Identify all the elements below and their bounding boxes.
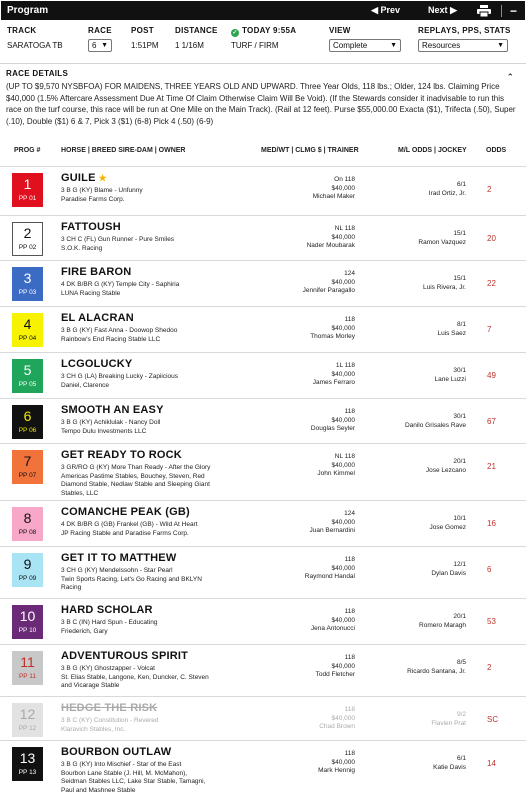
post-position: PP 02 <box>18 244 37 251</box>
post-label: POST <box>131 26 154 35</box>
next-label: Next <box>428 5 448 15</box>
ml-jockey <box>435 367 466 384</box>
jockey: Danilo Grisales Rave <box>404 421 466 429</box>
program-number-value: 2 <box>23 225 32 241</box>
divider <box>0 63 526 64</box>
morning-line-odds: 30/1 <box>453 367 466 374</box>
horse-name-text: GET IT TO MATTHEW <box>61 552 177 564</box>
horse-name-text: HEDGE THE RISK <box>61 702 158 714</box>
jockey: Katie Davis <box>433 763 466 771</box>
horse-name-text: FIRE BARON <box>61 266 132 278</box>
horse-name[interactable] <box>61 404 164 416</box>
horse-info-line1: 3 B G (KY) Ghostzapper - Volcat <box>61 665 155 672</box>
horse-info-line1: 3 CH G (LA) Breaking Lucky - Zapiicious <box>61 373 179 380</box>
med-weight: 124 <box>344 510 355 517</box>
med-weight-trainer <box>305 556 355 582</box>
replays-label: REPLAYS, PPS, STATS <box>418 26 511 35</box>
horse-info-line3: Racing <box>61 584 82 592</box>
med-weight-trainer <box>307 225 355 251</box>
trainer: Raymond Handal <box>304 573 355 581</box>
horse-info-line2: JP Racing Stable and Paradise Farms Corp. <box>61 529 189 537</box>
ml-jockey <box>437 321 466 338</box>
live-odds: 22 <box>487 279 496 288</box>
morning-line-odds: 9/2 <box>456 711 466 718</box>
horse-name[interactable] <box>61 358 132 370</box>
program-number-value: 13 <box>19 750 36 766</box>
next-race-button[interactable] <box>428 5 457 16</box>
jockey: Ramon Vazquez <box>418 238 466 246</box>
ml-jockey <box>430 515 467 532</box>
med-weight: 118 <box>344 408 355 415</box>
horse-info-line1: 4 DK B/BR G (GB) Frankel (GB) - Wild At Heart <box>61 521 198 528</box>
claiming-price: $40,000 <box>331 518 355 526</box>
jockey: Luis Rivera, Jr. <box>423 283 466 291</box>
trainer: Juan Bernardini <box>309 527 355 535</box>
morning-line-odds: 30/1 <box>453 413 466 420</box>
med-weight-trainer <box>313 362 355 388</box>
distance-label: DISTANCE <box>175 26 218 35</box>
program-number-value: 9 <box>23 556 32 572</box>
entry-row[interactable] <box>0 443 526 500</box>
trainer: Douglas Seyler <box>310 425 355 433</box>
program-header-bar <box>1 1 525 20</box>
program-number-value: 5 <box>23 362 32 378</box>
entry-row[interactable] <box>0 260 526 306</box>
entry-row[interactable] <box>0 546 526 598</box>
program-number-value: 4 <box>23 316 32 332</box>
program-number-value: 3 <box>23 270 32 286</box>
ml-jockey <box>426 458 466 475</box>
morning-line-odds: 8/1 <box>456 321 466 328</box>
morning-line-odds: 20/1 <box>453 613 466 620</box>
chevron-right-icon: ▶ <box>450 5 457 15</box>
ml-jockey <box>418 230 466 247</box>
med-weight: 118 <box>344 750 355 757</box>
ml-jockey <box>429 181 466 198</box>
program-number <box>12 359 43 393</box>
horse-details <box>61 187 246 204</box>
live-odds: 2 <box>487 185 492 194</box>
collapse-icon[interactable]: − <box>509 3 517 18</box>
live-odds: 20 <box>487 234 496 243</box>
horse-details <box>61 464 246 498</box>
med-weight: 1L 118 <box>335 362 355 369</box>
claiming-price: $40,000 <box>331 416 355 424</box>
col-prog: PROG # <box>14 147 41 154</box>
trainer: Mark Hennig <box>318 767 355 775</box>
horse-name[interactable] <box>61 312 134 324</box>
horse-name-text: GUILE <box>61 172 96 184</box>
horse-name[interactable] <box>61 604 153 616</box>
claiming-price: $40,000 <box>331 370 355 378</box>
trainer: Todd Fletcher <box>315 671 355 679</box>
horse-info-line3: and Vicarage Stable <box>61 682 120 690</box>
star-icon: ★ <box>98 173 107 183</box>
jockey: Flavien Prat <box>431 719 466 727</box>
horse-name-text: COMANCHE PEAK (GB) <box>61 506 190 518</box>
live-odds: 7 <box>487 325 492 334</box>
prev-race-button[interactable] <box>371 5 400 16</box>
horse-info-line2: Paradise Farms Corp. <box>61 195 125 203</box>
horse-info-line1: 3 GR/RO G (KY) More Than Ready - After the Glory <box>61 464 211 471</box>
post-position: PP 03 <box>18 289 37 296</box>
view-select[interactable] <box>329 39 401 52</box>
collapse-details-icon[interactable]: ⌃ <box>506 72 514 82</box>
distance-value: 1 1/16M <box>175 41 204 50</box>
race-navigation <box>371 5 477 16</box>
jockey: Luis Saez <box>437 329 466 337</box>
med-weight: 118 <box>344 316 355 323</box>
claiming-price: $40,000 <box>331 616 355 624</box>
horse-details <box>61 567 246 593</box>
horse-details <box>61 236 246 253</box>
toolbar-divider <box>501 5 502 17</box>
horse-name[interactable] <box>61 552 176 564</box>
horse-name-text: SMOOTH AN EASY <box>61 404 164 416</box>
entry-row[interactable] <box>0 598 526 644</box>
ml-jockey <box>423 275 466 292</box>
horse-info-line3: Diamond Stable, Nedlaw Stable and Sleeping Giant <box>61 481 210 489</box>
program-number <box>12 405 43 439</box>
jockey: Jose Gomez <box>429 523 466 531</box>
claiming-price: $40,000 <box>331 564 355 572</box>
horse-info-line1: 4 DK B/BR G (KY) Temple City - Saphiria <box>61 281 180 288</box>
entry-row[interactable] <box>0 215 526 260</box>
program-number-value: 1 <box>23 176 32 192</box>
col-med: MED/WT | CLMG $ | TRAINER <box>261 147 359 154</box>
horse-name[interactable] <box>61 449 182 461</box>
claiming-price: $40,000 <box>331 662 355 670</box>
horse-info-line1: 3 CH G (KY) Mendelssohn - Star Pearl <box>61 567 173 574</box>
med-weight: On 118 <box>334 176 355 183</box>
horse-info-line2: Friederich, Gary <box>61 627 108 635</box>
ml-jockey <box>419 613 466 630</box>
view-select-value: Complete <box>333 41 368 50</box>
horse-name[interactable] <box>61 746 171 758</box>
claiming-price: $40,000 <box>331 324 355 332</box>
med-weight: NL 118 <box>334 225 355 232</box>
program-number <box>12 313 43 347</box>
horse-details <box>61 717 246 734</box>
horse-details <box>61 521 246 538</box>
med-weight-trainer <box>317 453 355 479</box>
chevron-down-icon: ▼ <box>390 42 397 49</box>
trainer: Thomas Morley <box>310 333 355 341</box>
program-number <box>12 605 43 639</box>
claiming-price: $40,000 <box>331 184 355 192</box>
ml-jockey <box>431 561 466 578</box>
program-number <box>12 222 43 256</box>
horse-name[interactable] <box>61 506 190 518</box>
trainer: John Kimmel <box>317 470 355 478</box>
live-odds: 67 <box>487 417 496 426</box>
horse-info-line2: Rainbow's End Racing Stable LLC <box>61 335 161 343</box>
program-number <box>12 651 43 685</box>
morning-line-odds: 20/1 <box>453 458 466 465</box>
live-odds: 21 <box>487 462 496 471</box>
entry-row[interactable] <box>0 398 526 443</box>
col-horse: HORSE | BREED SIRE-DAM | OWNER <box>61 147 186 154</box>
post-position: PP 12 <box>18 725 37 732</box>
post-position: PP 05 <box>18 381 37 388</box>
horse-name[interactable] <box>61 172 107 184</box>
med-weight-trainer <box>319 706 355 732</box>
surface-value: TURF / FIRM <box>231 41 279 50</box>
ml-jockey <box>433 755 466 772</box>
claiming-price: $40,000 <box>331 233 355 241</box>
program-number <box>12 703 43 737</box>
morning-line-odds: 12/1 <box>453 561 466 568</box>
track-label: TRACK <box>7 26 37 35</box>
program-number <box>12 747 43 781</box>
program-number-value: 6 <box>23 408 32 424</box>
morning-line-odds: 15/1 <box>453 275 466 282</box>
horse-info-line2: LUNA Racing Stable <box>61 289 121 297</box>
entry-row[interactable] <box>0 352 526 398</box>
post-position: PP 06 <box>18 427 37 434</box>
today-time: TODAY 9:55A <box>242 26 297 35</box>
horse-name-text: HARD SCHOLAR <box>61 604 153 616</box>
resources-select-value: Resources <box>422 41 461 50</box>
horse-name[interactable] <box>61 266 131 278</box>
claiming-price: $40,000 <box>331 758 355 766</box>
program-number <box>12 553 43 587</box>
horse-details <box>61 665 246 691</box>
today-label <box>231 26 296 37</box>
horse-name-text: FATTOUSH <box>61 221 121 233</box>
jockey: Dylan Davis <box>431 569 466 577</box>
trainer: Nader Moubarak <box>306 242 355 250</box>
trainer: Jena Antonucci <box>310 625 355 633</box>
horse-details <box>61 419 246 436</box>
horse-info-line2: St. Elias Stable, Langone, Ken, Duncker, C. Steven <box>61 673 209 681</box>
jockey: Ricardo Santana, Jr. <box>407 667 466 675</box>
check-icon: ✓ <box>232 30 238 36</box>
post-position: PP 09 <box>18 575 37 582</box>
post-position: PP 11 <box>18 673 37 680</box>
morning-line-odds: 6/1 <box>456 181 466 188</box>
med-weight: NL 118 <box>334 453 355 460</box>
horse-name-text: GET READY TO ROCK <box>61 449 182 461</box>
post-position: PP 10 <box>18 627 37 634</box>
race-details-title: RACE DETAILS <box>6 69 69 78</box>
entry-row[interactable] <box>0 696 526 740</box>
horse-info-line1: 3 B C (KY) Constitution - Revered <box>61 717 159 724</box>
entry-row[interactable] <box>0 740 526 798</box>
program-number-value: 7 <box>23 453 32 469</box>
trainer: Jennifer Paragallo <box>302 287 355 295</box>
race-label: RACE <box>88 26 112 35</box>
horse-info-line4: Paul and Mashnee Stable <box>61 786 136 794</box>
prev-label: Prev <box>380 5 401 15</box>
chevron-left-icon: ◀ <box>371 5 378 15</box>
horse-name-text: ADVENTUROUS SPIRIT <box>61 650 189 662</box>
horse-info-line2: Tempo Dulu Investments LLC <box>61 427 147 435</box>
horse-info-line1: 3 CH C (FL) Gun Runner - Pure Smiles <box>61 236 175 243</box>
med-weight-trainer <box>310 316 355 342</box>
horse-details <box>61 619 246 636</box>
horse-info-line1: 3 B G (KY) Fast Anna - Doowop Shedoo <box>61 327 178 334</box>
program-number-value: 10 <box>19 608 36 624</box>
live-odds: SC <box>487 715 499 724</box>
trainer: Chad Brown <box>319 723 355 731</box>
horse-name-text: BOURBON OUTLAW <box>61 746 172 758</box>
horse-info-line1: 3 B G (KY) Into Mischief - Star of the East <box>61 761 182 768</box>
trainer: Michael Maker <box>312 193 355 201</box>
post-position: PP 13 <box>18 769 37 776</box>
live-odds: 53 <box>487 617 496 626</box>
program-number-value: 11 <box>20 654 35 670</box>
post-value: 1:51PM <box>131 41 159 50</box>
horse-name[interactable] <box>61 650 188 662</box>
race-header <box>0 22 526 64</box>
program-number-value: 8 <box>23 510 32 526</box>
chevron-down-icon: ▼ <box>101 42 108 49</box>
post-position: PP 04 <box>18 335 37 342</box>
horse-info-line2: Bourbon Lane Stable (J. Hill, M. McMahon), <box>61 769 188 777</box>
morning-line-odds: 15/1 <box>453 230 466 237</box>
program-number <box>12 450 43 484</box>
live-odds: 6 <box>487 565 492 574</box>
program-number-value: 12 <box>19 706 36 722</box>
col-ml-jockey: M/L ODDS | JOCKEY <box>398 147 467 154</box>
horse-info-line3: Seidman Stables LLC, Lake Star Stable, Tamagni, <box>61 778 206 786</box>
race-select[interactable] <box>88 39 112 52</box>
post-position: PP 07 <box>18 472 37 479</box>
claiming-price: $40,000 <box>331 278 355 286</box>
med-weight: 124 <box>344 270 355 277</box>
horse-info-line1: 3 B G (KY) Achiklulak - Nancy Doll <box>61 419 161 426</box>
entry-row[interactable] <box>0 644 526 696</box>
race-details-text: (UP TO $9,570 NYSBFOA) FOR MAIDENS, THREE YEARS OLD AND UPWARD. Three Year Olds, 118 lbs.; Older, 124 lbs. Claiming Price $40,000 (1.5% Aftercare Assessment Due At Time Of Claim Otherwise Claim Will Be Void). (If the Stewards consider it inadvisable to run this race on the turf course, this race will be run at One Mile on the Main Track). (Rail at 12 feet). Purse $55,000.00 Exacta ($1), Trifecta (.50), Super (.10), Double ($1) 6 & 7, Pick 3 ($1) (6-8) Pick 4 (.50) (6-9) <box>6 82 516 126</box>
entry-row[interactable] <box>0 166 526 215</box>
resources-select[interactable] <box>418 39 508 52</box>
horse-details <box>61 373 246 390</box>
horse-info-line2: Americas Pastime Stables, Bouchey, Steven, Red <box>61 472 205 480</box>
med-weight-trainer <box>318 750 355 776</box>
live-odds: 49 <box>487 371 496 380</box>
track-value: SARATOGA TB <box>7 41 63 50</box>
post-position: PP 01 <box>18 195 37 202</box>
med-weight-trainer <box>311 408 355 434</box>
entry-row[interactable] <box>0 500 526 546</box>
program-number <box>12 267 43 301</box>
page-title: Program <box>7 5 49 16</box>
med-weight: 118 <box>344 608 355 615</box>
print-icon[interactable] <box>477 5 491 17</box>
med-weight: 118 <box>344 556 355 563</box>
horse-name[interactable] <box>61 702 157 714</box>
med-weight-trainer <box>311 608 355 634</box>
jockey: Irad Ortiz, Jr. <box>428 189 466 197</box>
live-odds: 14 <box>487 759 496 768</box>
live-odds: 2 <box>487 663 492 672</box>
live-odds: 16 <box>487 519 496 528</box>
horse-details <box>61 281 246 298</box>
horse-details <box>61 327 246 344</box>
entry-row[interactable] <box>0 306 526 352</box>
morning-line-odds: 8/5 <box>456 659 466 666</box>
view-label: VIEW <box>329 26 351 35</box>
race-details <box>6 69 516 127</box>
horse-info-line2: Klaravich Stables, Inc. <box>61 725 126 733</box>
med-weight-trainer <box>309 510 355 536</box>
horse-info-line4: Stables, LLC <box>61 489 99 497</box>
claiming-price: $40,000 <box>331 461 355 469</box>
chevron-down-icon: ▼ <box>497 42 504 49</box>
program-number <box>12 507 43 541</box>
trainer: James Ferraro <box>312 379 355 387</box>
med-weight-trainer <box>313 176 355 202</box>
med-weight-trainer <box>316 654 355 680</box>
jockey: Lane Luzzi <box>434 375 466 383</box>
ml-jockey <box>407 659 466 676</box>
morning-line-odds: 10/1 <box>453 515 466 522</box>
jockey: Romero Maragh <box>419 621 466 629</box>
post-position: PP 08 <box>18 529 37 536</box>
horse-details <box>61 761 246 795</box>
morning-line-odds: 6/1 <box>456 755 466 762</box>
horse-info-line1: 3 B G (KY) Blame - Unfunny <box>61 187 143 194</box>
horse-info-line1: 3 B C (IN) Hard Spun - Educating <box>61 619 158 626</box>
ml-jockey <box>431 711 466 728</box>
ml-jockey <box>405 413 466 430</box>
horse-info-line2: Twin Sports Racing, Let's Go Racing and BKLYN <box>61 575 202 583</box>
col-odds: ODDS <box>486 147 507 154</box>
jockey: Jose Lezcano <box>425 466 466 474</box>
horse-name[interactable] <box>61 221 121 233</box>
horse-name-text: LCGOLUCKY <box>61 358 133 370</box>
horse-info-line2: S.O.K. Racing <box>61 244 103 252</box>
horse-name-text: EL ALACRAN <box>61 312 134 324</box>
horse-info-line2: Daniel, Clarence <box>61 381 110 389</box>
med-weight: 118 <box>344 706 355 713</box>
med-weight-trainer <box>303 270 355 296</box>
claiming-price: $40,000 <box>331 714 355 722</box>
program-number <box>12 173 43 207</box>
med-weight: 118 <box>344 654 355 661</box>
race-select-value: 6 <box>92 41 97 50</box>
